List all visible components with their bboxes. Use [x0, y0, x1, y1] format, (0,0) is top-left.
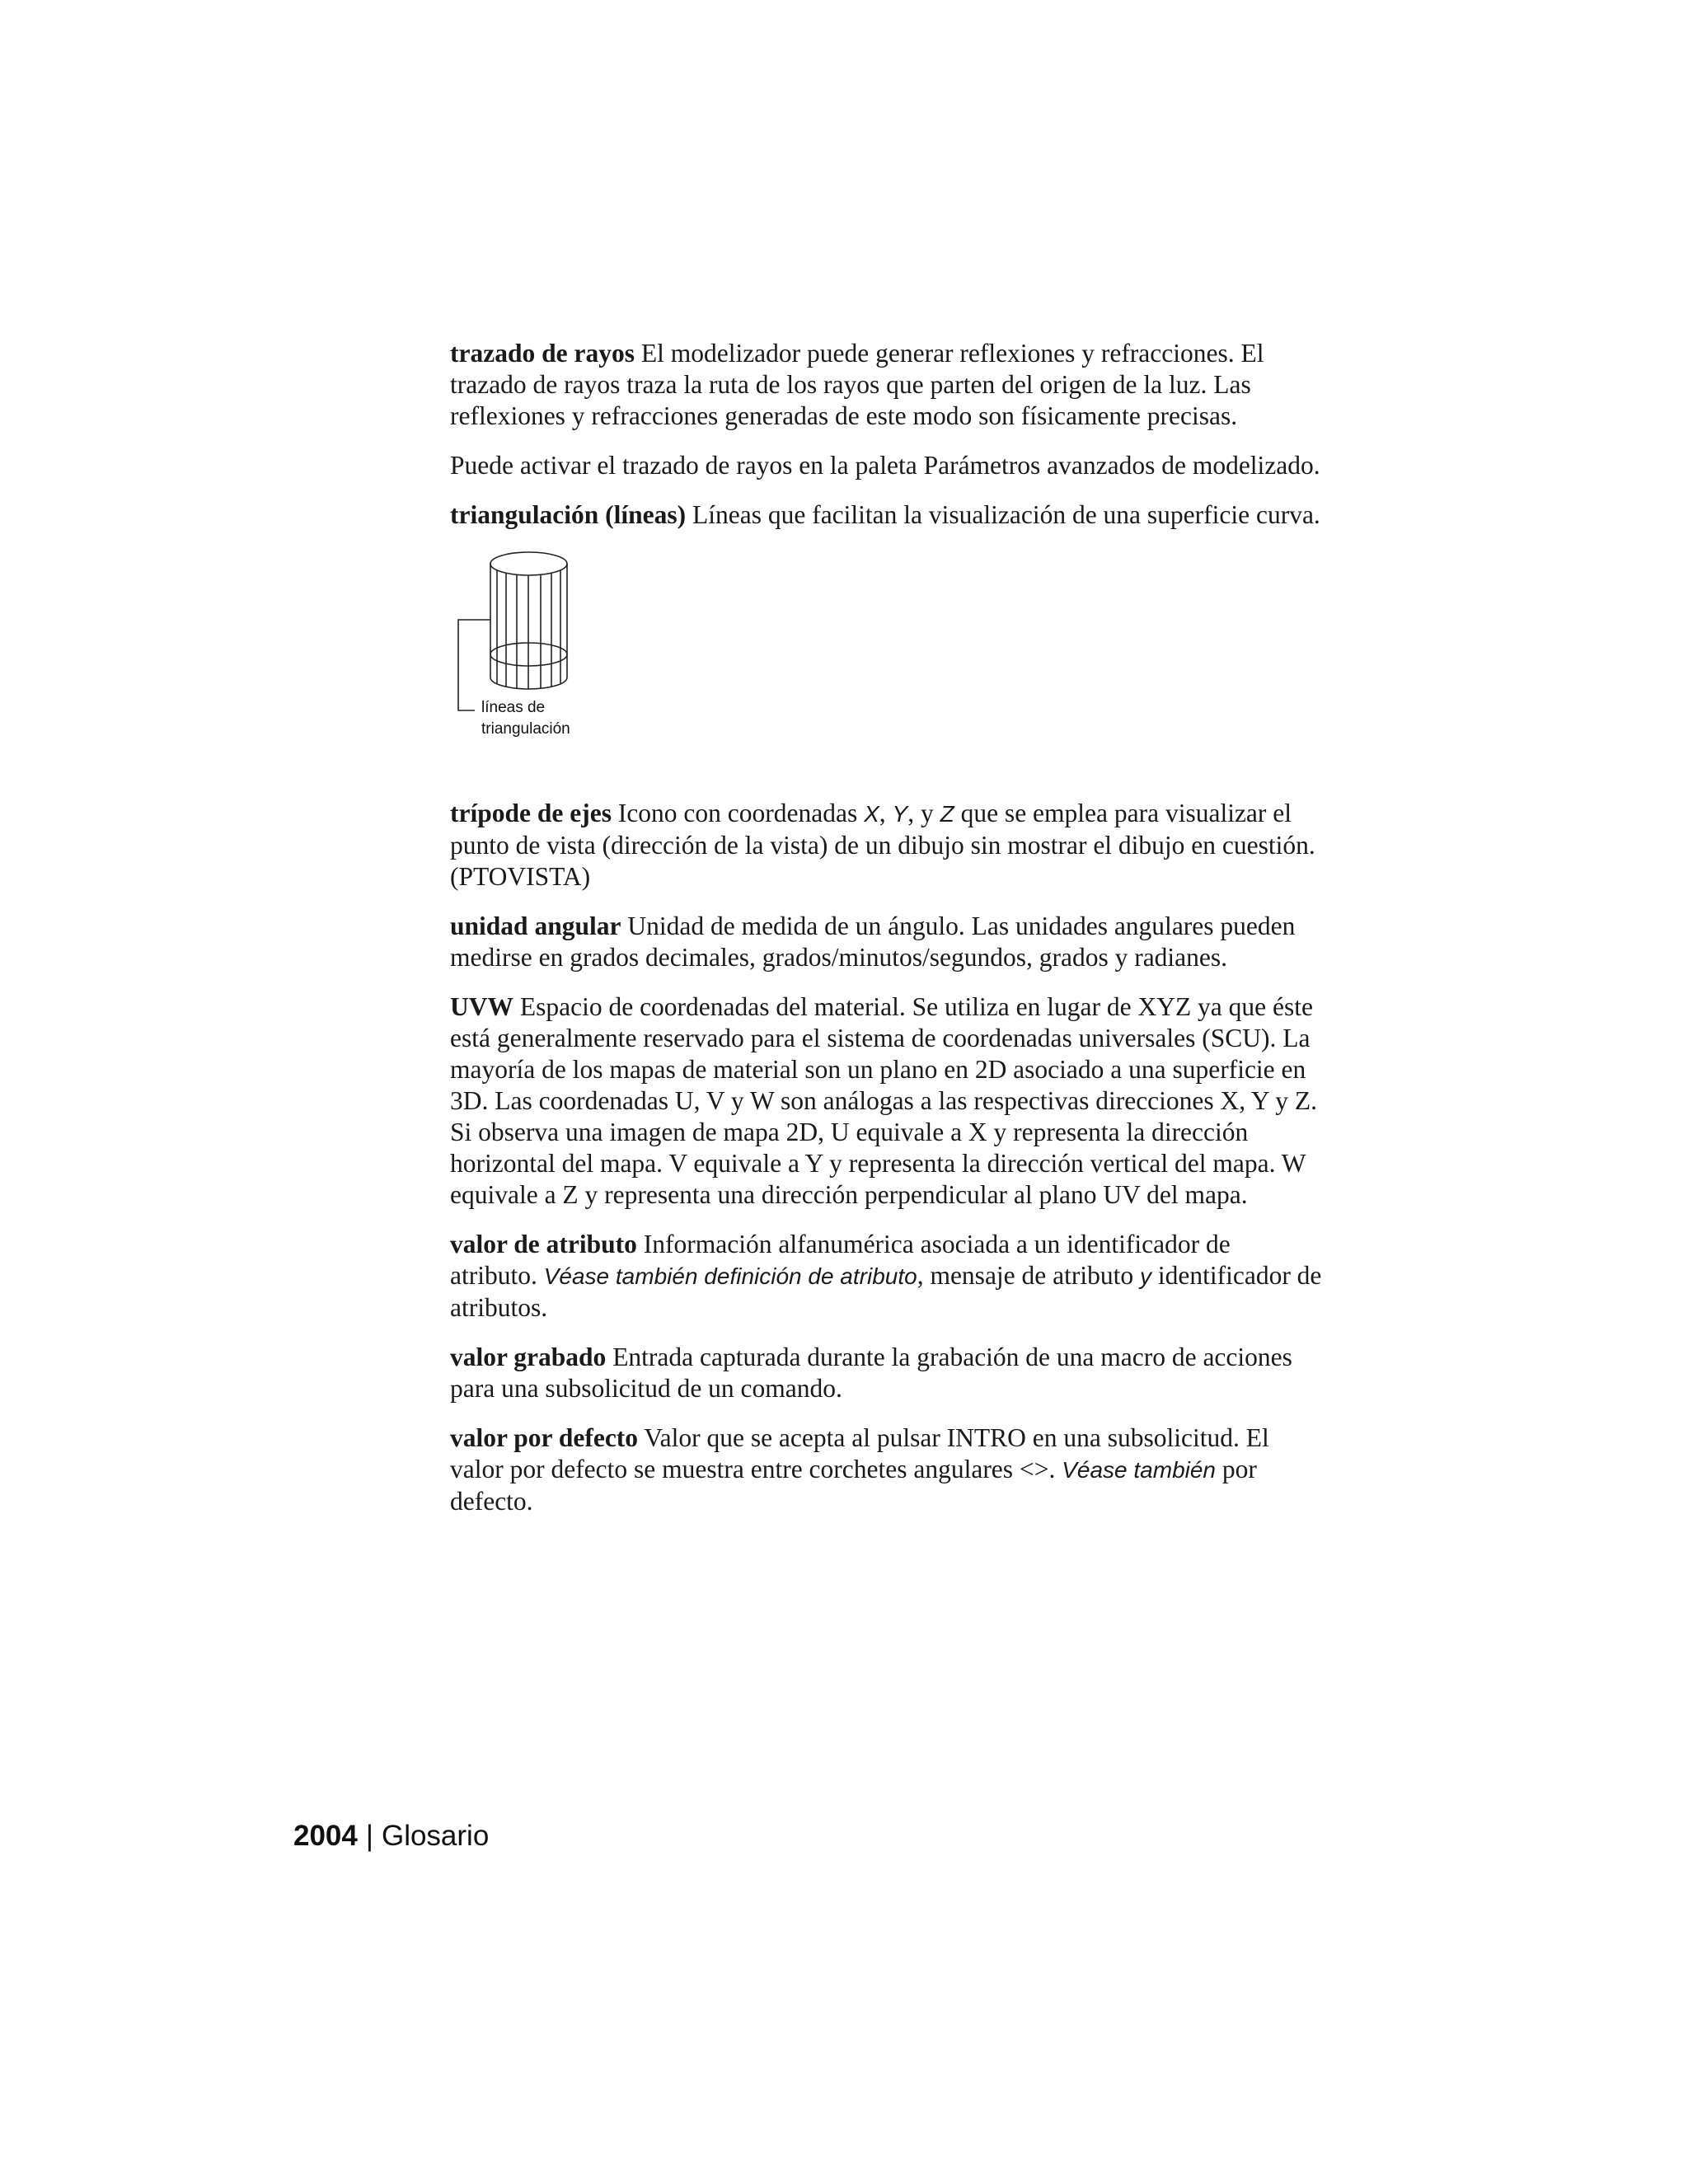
glossary-entry-valor-de-atributo	[450, 1229, 1324, 1324]
glossary-entry-valor-grabado	[450, 1342, 1324, 1404]
entry-definition-c: identificador de atributos.	[450, 1261, 1322, 1322]
entry-term: unidad angular	[450, 912, 621, 940]
entry-definition: El modelizador puede generar reflexiones y refracciones. El trazado de rayos traza la ruta de los rayos que parten del origen de la luz. Las reflexiones y refracciones generadas de este modo son físicamente precisas.	[450, 339, 1264, 430]
triangulation-figure	[450, 549, 1324, 773]
cylinder-top-ellipse	[490, 552, 567, 575]
figure-label-line-1: líneas de	[481, 699, 546, 716]
entry-term: valor por defecto	[450, 1423, 639, 1452]
entry-term: triangulación (líneas)	[450, 500, 687, 529]
entry-definition-b: que se emplea para visualizar el punto de vista (dirección de la vista) de un dibujo sin mostrar el dibujo en cuestión. (PTOVISTA)	[450, 799, 1315, 891]
axis-y: Y	[892, 801, 908, 827]
glossary-entry-trazado-de-rayos	[450, 338, 1324, 432]
entry-term: trípode de ejes	[450, 799, 612, 827]
glossary-entry-continuation: Puede activar el trazado de rayos en la paleta Parámetros avanzados de modelizado.	[450, 451, 1320, 480]
entry-term: trazado de rayos	[450, 339, 635, 368]
glossary-entry-valor-por-defecto	[450, 1422, 1324, 1517]
glossary-entry-triangulacion	[450, 499, 1324, 531]
axis-z: Z	[940, 801, 954, 827]
entry-definition-b: por defecto.	[450, 1455, 1257, 1516]
page-number: 2004	[293, 1820, 358, 1852]
entry-definition: Entrada capturada durante la grabación de una macro de acciones para una subsolicitud de un comando.	[450, 1343, 1292, 1403]
glossary-column	[450, 338, 1324, 1535]
entry-term: valor de atributo	[450, 1230, 637, 1258]
entry-term: UVW	[450, 992, 513, 1021]
entry-definition: Líneas que facilitan la visualización de una superficie curva.	[686, 500, 1320, 529]
page-footer	[293, 1820, 489, 1853]
see-also-reference: Véase también definición de atributo	[543, 1263, 917, 1289]
entry-definition-b: , mensaje de atributo	[917, 1261, 1140, 1290]
figure-label-line-2: triangulación	[481, 720, 570, 738]
entry-definition: Unidad de medida de un ángulo. Las unidades angulares pueden medirse en grados decimales, grados/minutos/segundos, grados y radianes.	[450, 912, 1296, 972]
footer-separator: |	[365, 1820, 373, 1852]
glossary-entry-uvw	[450, 991, 1324, 1211]
section-title: Glosario	[381, 1820, 490, 1852]
glossary-entry-tripode-de-ejes	[450, 798, 1324, 893]
italic-conjunction: y	[1140, 1263, 1151, 1289]
entry-definition: Espacio de coordenadas del material. Se utiliza en lugar de XYZ ya que éste está generalmente reservado para el sistema de coordenadas universales (SCU). La mayoría de los mapas de material son un plano en 2D asociado a una superficie en 3D. Las coordenadas U, V y W son análogas a las respectivas direcciones X, Y y Z. Si observa una imagen de mapa 2D, U equivale a X y representa la dirección horizontal del mapa. V equivale a Y y representa la dirección vertical del mapa. W equivale a Z y representa una dirección perpendicular al plano UV del mapa.	[450, 992, 1318, 1209]
entry-definition-a: Icono con coordenadas	[611, 799, 865, 827]
entry-term: valor grabado	[450, 1343, 607, 1371]
separator: , y	[907, 799, 940, 827]
figure-label	[481, 697, 570, 740]
separator: ,	[879, 799, 893, 827]
see-also-reference: Véase también	[1062, 1457, 1217, 1483]
entry-definition-a: Información alfanumérica asociada a un identificador de atributo.	[450, 1230, 1231, 1290]
glossary-entry-unidad-angular	[450, 911, 1324, 973]
axis-x: X	[864, 801, 879, 827]
entry-definition-a: Valor que se acepta al pulsar INTRO en una subsolicitud. El valor por defecto se muestra entre corchetes angulares <>.	[450, 1423, 1269, 1483]
